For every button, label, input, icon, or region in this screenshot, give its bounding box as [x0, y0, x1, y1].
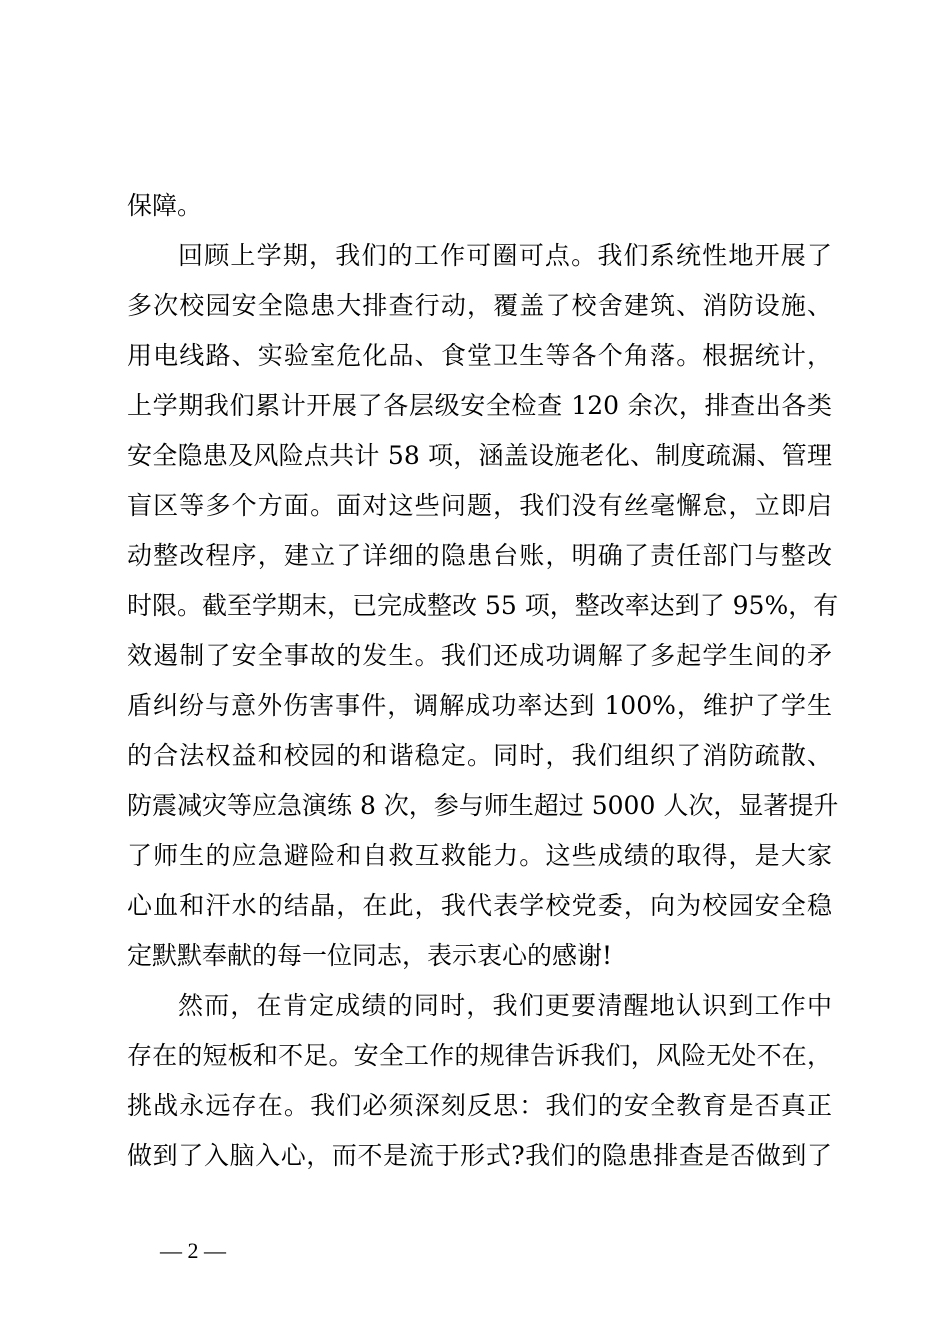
- page-number: — 2 —: [160, 1238, 226, 1263]
- text-line: 效遏制了安全事故的发生。我们还成功调解了多起学生间的矛: [127, 641, 832, 670]
- paragraph-start-line: 回顾上学期，我们的工作可圈可点。我们系统性地开展了: [178, 241, 832, 270]
- text-line: 盲区等多个方面。面对这些问题，我们没有丝毫懈怠，立即启: [127, 491, 832, 520]
- text-line: 上学期我们累计开展了各层级安全检查 120 余次，排查出各类: [127, 391, 832, 420]
- text-line: 多次校园安全隐患大排查行动，覆盖了校舍建筑、消防设施、: [127, 291, 832, 320]
- text-line: 挑战永远存在。我们必须深刻反思：我们的安全教育是否真正: [127, 1091, 832, 1120]
- text-line: 了师生的应急避险和自救互救能力。这些成绩的取得，是大家: [127, 841, 832, 870]
- text-line: 做到了入脑入心，而不是流于形式?我们的隐患排查是否做到了: [127, 1141, 832, 1170]
- text-line: 保障。: [127, 191, 203, 220]
- text-line: 安全隐患及风险点共计 58 项，涵盖设施老化、制度疏漏、管理: [127, 441, 832, 470]
- text-line: 存在的短板和不足。安全工作的规律告诉我们，风险无处不在，: [127, 1041, 832, 1070]
- text-line: 防震减灾等应急演练 8 次，参与师生超过 5000 人次，显著提升: [127, 791, 839, 820]
- text-line: 时限。截至学期末，已完成整改 55 项，整改率达到了 95%，有: [127, 591, 839, 620]
- paragraph-start-line: 然而，在肯定成绩的同时，我们更要清醒地认识到工作中: [178, 991, 832, 1020]
- text-line: 动整改程序，建立了详细的隐患台账，明确了责任部门与整改: [127, 541, 832, 570]
- text-line: 盾纠纷与意外伤害事件，调解成功率达到 100%，维护了学生: [127, 691, 832, 720]
- text-line: 定默默奉献的每一位同志，表示衷心的感谢!: [127, 941, 613, 970]
- text-line: 用电线路、实验室危化品、食堂卫生等各个角落。根据统计，: [127, 341, 832, 370]
- text-line: 心血和汗水的结晶，在此，我代表学校党委，向为校园安全稳: [127, 891, 832, 920]
- text-line: 的合法权益和校园的和谐稳定。同时，我们组织了消防疏散、: [127, 741, 832, 770]
- body-text: [127, 181, 839, 1181]
